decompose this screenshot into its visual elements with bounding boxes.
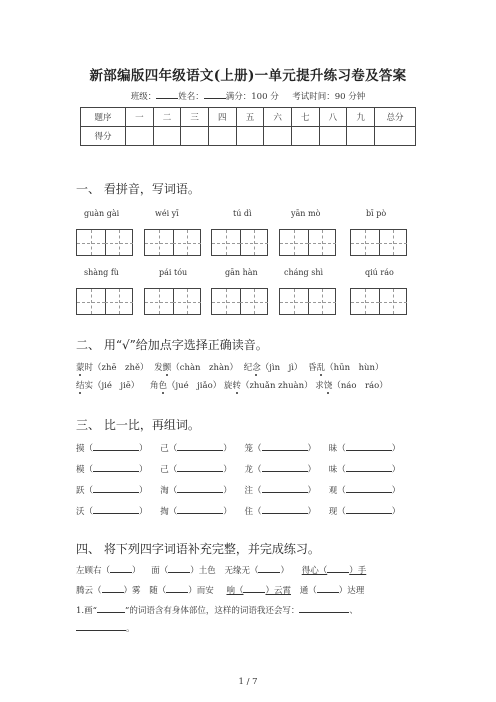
answer-blank[interactable] (93, 483, 139, 493)
answer-blank[interactable] (177, 504, 223, 514)
compare-char: 模 (76, 465, 85, 475)
score-input-cell[interactable] (153, 127, 181, 146)
pinyin-label: pái tóu (159, 268, 188, 277)
idiom-text: 通（ (299, 586, 317, 596)
reading-line-1 (76, 361, 384, 373)
table-cell: 七 (291, 108, 319, 127)
question-text: 、 (349, 606, 358, 616)
table-cell: 九 (347, 108, 375, 127)
reading-text: 求 (315, 381, 324, 391)
name-blank (204, 89, 226, 99)
question-1-continued (76, 621, 135, 634)
name-label: 姓名： (178, 92, 204, 102)
table-cell: 五 (236, 108, 264, 127)
reading-text: 昏 (308, 363, 317, 373)
table-cell: 三 (181, 108, 209, 127)
compare-char: 龙 (244, 465, 253, 475)
answer-blank[interactable] (262, 483, 308, 493)
question-text: 1.画“ (76, 606, 97, 616)
score-input-cell[interactable] (236, 127, 264, 146)
info-line (0, 89, 496, 102)
compare-char: 己 (160, 465, 169, 475)
idiom-text: 随（ (149, 586, 167, 596)
table-cell: 六 (264, 108, 292, 127)
idiom-line-2 (76, 583, 364, 596)
question-text: ”的词语含有身体部位，这样的词语我还会写： (124, 606, 300, 616)
answer-blank[interactable] (76, 621, 126, 631)
compare-char: 现 (328, 507, 338, 517)
compare-row: 摸（ ） 己（ ） 笼（ ） 昧（ ） (76, 441, 400, 454)
reading-option: （hūn hùn） (325, 363, 384, 373)
pinyin-label: tú dì (233, 209, 252, 218)
score-table-header-row (81, 108, 416, 127)
compare-char: 沃 (76, 507, 85, 517)
idiom-text: ） (280, 566, 289, 576)
idiom-blank[interactable] (327, 563, 349, 573)
reading-option: 实（jié jiē） (84, 381, 140, 391)
dotted-char: 结 (76, 381, 85, 391)
compare-char: 观 (328, 486, 338, 496)
idiom-text: ）达理 (338, 586, 365, 596)
answer-blank[interactable] (93, 504, 139, 514)
compare-row: 沃（ ） 掏（ ） 住（ ） 现（ ） (76, 504, 400, 517)
score-table-score-row (81, 127, 416, 146)
compare-char: 味 (328, 465, 338, 475)
idiom-text: 响（ (226, 586, 244, 596)
idiom-blank[interactable] (317, 583, 339, 593)
writing-grid[interactable] (144, 229, 201, 256)
dotted-char: 蒙 (76, 363, 85, 373)
reading-line-2 (76, 379, 388, 391)
compare-row: 跃（ ） 淘（ ） 注（ ） 观（ ） (76, 483, 400, 496)
writing-grid[interactable] (279, 229, 336, 256)
answer-blank[interactable] (346, 462, 392, 472)
score-input-cell[interactable] (319, 127, 347, 146)
writing-grid[interactable] (279, 288, 336, 315)
compare-char: 笼 (244, 444, 253, 454)
idiom-text: ）云霄 (265, 586, 291, 596)
score-input-cell[interactable] (126, 127, 154, 146)
reading-option: （jué jiǎo） (167, 381, 222, 391)
writing-grid[interactable] (350, 229, 407, 256)
table-cell: 总分 (375, 108, 416, 127)
answer-blank[interactable] (177, 441, 223, 451)
compare-char: 跃 (76, 486, 85, 496)
idiom-text: ）土色 (190, 566, 216, 576)
writing-grid[interactable] (211, 229, 268, 256)
compare-row: 模（ ） 己（ ） 龙（ ） 味（ ） (76, 462, 400, 475)
reading-text: 纪 (243, 363, 253, 373)
answer-blank[interactable] (262, 441, 308, 451)
pinyin-label: gān hàn (225, 268, 258, 277)
idiom-blank[interactable] (102, 583, 124, 593)
table-cell: 八 (319, 108, 347, 127)
class-blank (156, 89, 178, 99)
score-input-cell[interactable] (208, 127, 236, 146)
answer-blank[interactable] (299, 603, 349, 613)
question-1 (76, 603, 358, 616)
question-text: 。 (126, 624, 135, 634)
pinyin-label: qiú ráo (365, 268, 394, 277)
idiom-blank[interactable] (168, 563, 190, 573)
pinyin-label: wéi yī (155, 209, 179, 218)
table-cell: 题序 (81, 108, 126, 127)
score-input-cell[interactable] (375, 127, 416, 146)
answer-blank[interactable] (177, 483, 223, 493)
idiom-text: 左顾右（ (76, 566, 111, 576)
reading-option: （náo ráo） (332, 381, 388, 391)
idiom-text: 得心（ (301, 566, 328, 576)
writing-grid[interactable] (76, 288, 133, 315)
section1-title: 一、 看拼音，写词语。 (76, 182, 200, 196)
compare-char: 住 (244, 507, 253, 517)
section3-title: 三、 比一比，再组词。 (76, 418, 200, 432)
reading-text: 发 (154, 363, 163, 373)
compare-char: 注 (244, 486, 253, 496)
answer-blank[interactable] (93, 441, 139, 451)
document-title: 新部编版四年级语文(上册)一单元提升练习卷及答案 (89, 68, 407, 84)
answer-blank[interactable] (93, 462, 139, 472)
idiom-blank[interactable] (166, 583, 188, 593)
compare-char: 淘 (160, 486, 169, 496)
exam-time: 考试时间：90 分钟 (292, 92, 366, 102)
table-cell: 一 (126, 108, 154, 127)
table-cell: 得分 (81, 127, 126, 146)
dotted-char: 转 (232, 381, 241, 391)
answer-blank[interactable] (177, 462, 223, 472)
reading-option: 时（zhē zhě） (84, 363, 149, 373)
reading-text: 旋 (223, 381, 233, 391)
idiom-blank[interactable] (258, 563, 280, 573)
class-label: 班级： (130, 92, 157, 102)
writing-grid[interactable] (211, 288, 268, 315)
compare-char: 己 (160, 444, 169, 454)
answer-blank[interactable] (346, 504, 392, 514)
page-number: 1 / 7 (238, 677, 258, 687)
reading-option: （chàn zhàn） (171, 363, 238, 373)
section4-title: 四、 将下列四字词语补充完整，并完成练习。 (76, 542, 320, 556)
score-input-cell[interactable] (347, 127, 375, 146)
writing-grid[interactable] (144, 288, 201, 315)
dotted-char: 颤 (162, 363, 172, 373)
pinyin-label: bī pò (366, 209, 387, 218)
pinyin-label: cháng shì (284, 268, 324, 277)
idiom-text: ）而安 (188, 586, 214, 596)
full-score: 满分：100 分 (225, 92, 279, 102)
table-cell: 四 (208, 108, 236, 127)
idiom-text: 腾云（ (76, 586, 102, 596)
score-input-cell[interactable] (291, 127, 319, 146)
pinyin-label: guàn gài (84, 209, 120, 218)
compare-char: 摸 (76, 444, 85, 454)
section2-title: 二、 用“√”给加点字选择正确读音。 (76, 338, 268, 352)
idiom-line-1 (76, 563, 366, 576)
reading-option: （zhuǎn zhuàn） (240, 381, 313, 391)
dotted-char: 乱 (316, 363, 326, 373)
answer-blank[interactable] (262, 504, 308, 514)
dotted-char: 念 (252, 363, 261, 373)
answer-blank[interactable] (262, 462, 308, 472)
pinyin-label: yān mò (291, 209, 321, 218)
dotted-char: 饶 (323, 381, 333, 391)
answer-blank[interactable] (346, 441, 392, 451)
idiom-text: ）雾 (123, 586, 141, 596)
idiom-blank[interactable] (243, 583, 265, 593)
score-input-cell[interactable] (264, 127, 292, 146)
answer-blank[interactable] (97, 603, 125, 613)
score-input-cell[interactable] (181, 127, 209, 146)
compare-char: 掏 (160, 507, 169, 517)
answer-blank[interactable] (346, 483, 392, 493)
idiom-text: 面（ (151, 566, 169, 576)
writing-grid[interactable] (350, 288, 407, 315)
table-cell: 二 (153, 108, 181, 127)
idiom-text: 无缘无（ (224, 566, 259, 576)
score-table (80, 107, 416, 146)
idiom-text: ）手 (349, 566, 367, 576)
dotted-char: 色 (158, 381, 168, 391)
reading-text: 角 (150, 381, 159, 391)
reading-option: （jìn jì） (260, 363, 303, 373)
idiom-blank[interactable] (110, 563, 132, 573)
compare-char: 昧 (328, 444, 338, 454)
idiom-text: ） (132, 566, 141, 576)
pinyin-label: shàng fù (84, 268, 119, 277)
writing-grid[interactable] (76, 229, 133, 256)
